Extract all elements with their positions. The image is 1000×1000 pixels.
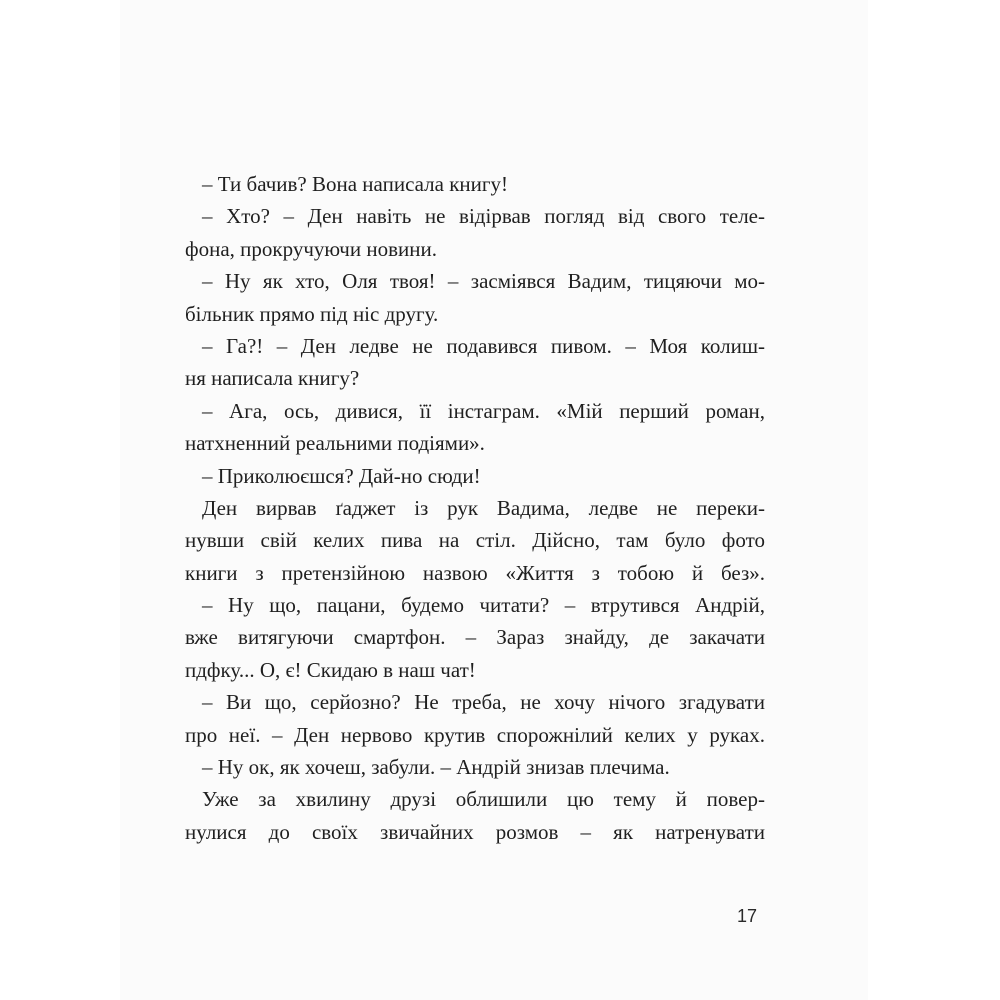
text-line: – Приколюєшся? Дай-но сюди!: [202, 463, 481, 488]
text-line: ня написала книгу?: [185, 366, 360, 391]
text-line: вже витягуючи смартфон. – Зараз знайду, де закачати: [185, 625, 765, 650]
text-line: Уже за хвилину друзі облишили цю тему й повер-: [202, 787, 765, 812]
text-line: – Ну як хто, Оля твоя! – засміявся Вадим, тицяючи мо-: [202, 269, 765, 294]
text-line: – Хто? – Ден навіть не відірвав погляд від свого теле-: [202, 204, 765, 229]
text-line: – Ти бачив? Вона написала книгу!: [202, 172, 508, 196]
text-line: натхненний реальними подіями».: [185, 431, 485, 456]
text-line: Ден вирвав ґаджет із рук Вадима, ледве не переки-: [202, 495, 765, 520]
text-line: – Га?! – Ден ледве не подавився пивом. – Моя колиш-: [202, 333, 765, 358]
text-line: – Ну ок, як хочеш, забули. – Андрій знизав плечима.: [202, 755, 670, 780]
text-line: нулися до своїх звичайних розмов – як натренувати: [185, 819, 765, 844]
page-number: 17: [737, 906, 758, 926]
text-line: – Ага, ось, дивися, її інстаграм. «Мій перший роман,: [202, 398, 765, 423]
text-line: – Ви що, серйозно? Не треба, не хочу нічого згадувати: [202, 690, 765, 715]
body-text: [185, 168, 765, 848]
text-line: нувши свій келих пива на стіл. Дійсно, там було фото: [185, 528, 765, 553]
text-line: – Ну що, пацани, будемо читати? – втрутився Андрій,: [202, 593, 765, 618]
text-line: фона, прокручуючи новини.: [185, 236, 437, 261]
text-line: про неї. – Ден нервово крутив спорожнілий келих у руках.: [185, 722, 765, 747]
text-line: більник прямо під ніс другу.: [185, 301, 439, 326]
text-line: книги з претензійною назвою «Життя з тобою й без».: [185, 560, 765, 585]
text-line: пдфку... О, є! Скидаю в наш чат!: [185, 657, 476, 682]
